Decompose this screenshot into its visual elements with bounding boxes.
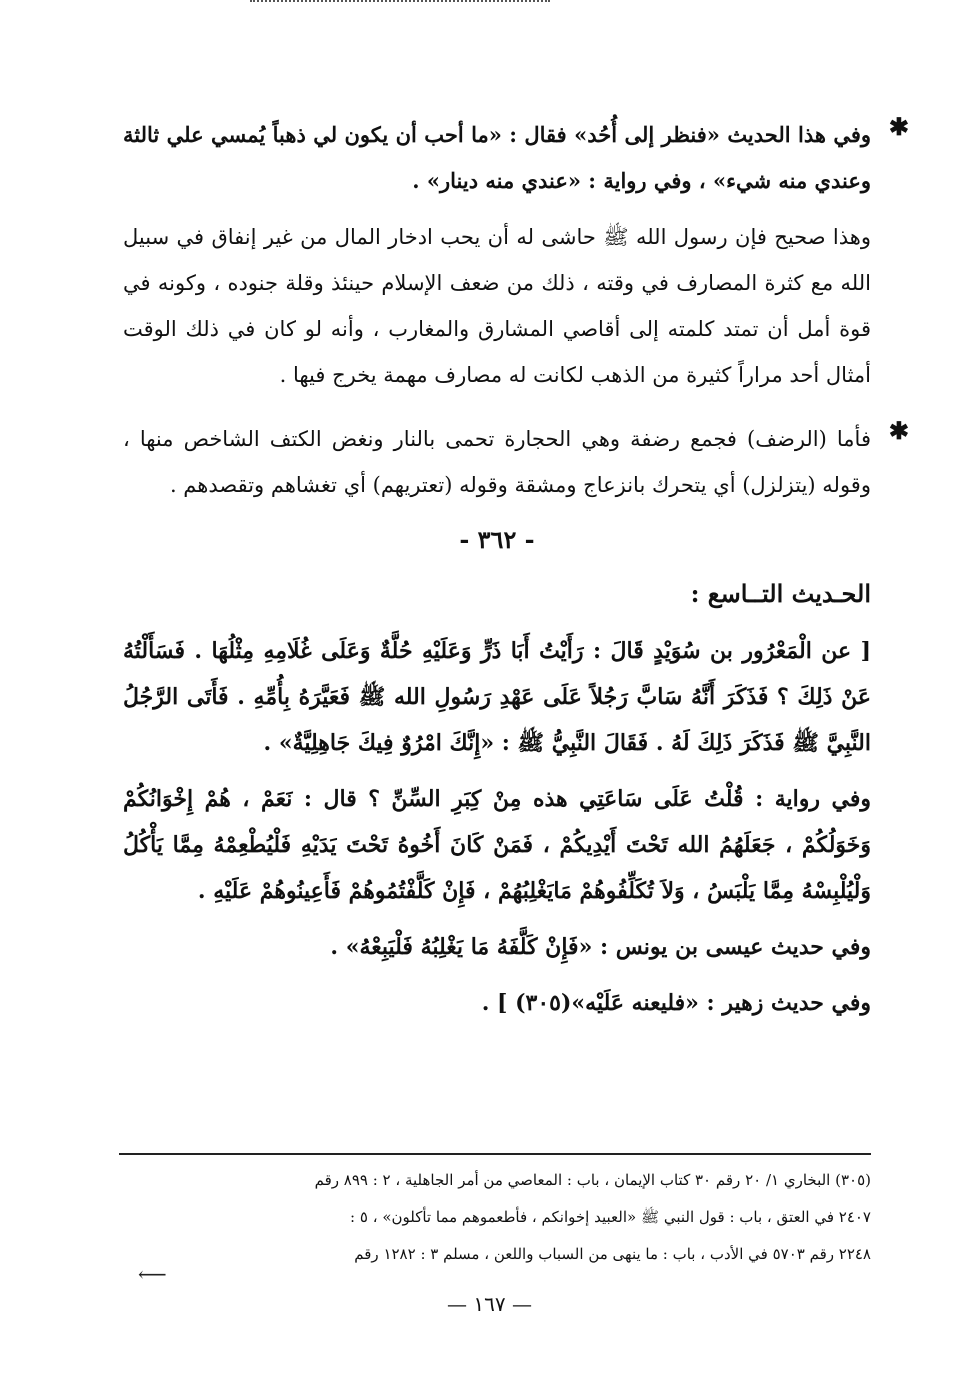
paragraph-definitions: فأما (الرضف) فجمع رضفة وهي الحجارة تحمى بالنار ونغض الكتف الشاخص منها ، وقوله (يتزلزل) أي يتحرك بانزعاج ومشقة وقوله (تعتريهم) أي تغشاهم وتقصدهم . — [123, 427, 871, 497]
bullet-paragraph-1 — [123, 112, 909, 204]
hadith-number: - ٣٦٢ - — [459, 525, 535, 554]
footnote-line-3: ٢٢٤٨ رقم ٥٧٠٣ في الأدب ، باب : ما ينهى من السباب واللعن ، مسلم ٣ : ١٢٨٢ رقم — [354, 1245, 871, 1263]
section-heading: الحـديث التــاسع : — [690, 579, 871, 608]
hadith-variant-zuhair: وفي حديث زهير : «فليعنه عَلَيْه»(٣٠٥) ] . — [481, 990, 871, 1016]
hadith-variant-narration: وفي رواية : قُلْتُ عَلَى سَاعَتِي هذه مِنْ كِبَرِ السِّنِّ ؟ قال : نَعَمْ ، هُمْ إِخْوَانُكُمْ وَخَوَلُكُمْ ، جَعَلَهُمُ الله تَحْتَ أَيْدِيكُمْ ، فَمَنْ كَانَ أَخُوهُ تَحْتَ يَدَيْهِ فَلْيُطْعِمْهُ مِمَّا يَأْكُلُ وَلْيُلْبِسْهُ مِمَّا يَلْبَسُ ، وَلاَ تُكَلِّفُوهُمْ مَايَغْلِبُهُمْ ، فَإِنْ كَلَّفْتُمُوهُمْ فَأَعِينُوهُمْ عَلَيْهِ . — [123, 786, 871, 904]
paragraph-explanation: وهذا صحيح فإن رسول الله ﷺ حاشى له أن يحب ادخار المال من غير إنفاق في سبيل الله مع كثرة المصارف في وقته ، ذلك من ضعف الإسلام حينئذ وقلة جنوده ، وكونه في قوة أمل أن تمتد كلمته إلى أقاصي المشارق والمغارب ، وأنه لو كان في ذلك الوقت أمثال أحد مراراً كثيرة من الذهب لكانت له مصارف مهمة يخرج فيها . — [123, 225, 871, 387]
bullet-paragraph-2 — [123, 416, 909, 508]
main-content — [123, 112, 909, 1026]
paragraph-hadith-remark: وفي هذا الحديث «فنظر إلى أُحُد» فقال : «ما أحب أن يكون لي ذهباً يُمسي علي ثالثة وعندي منه شيء» ، وفي رواية : «عندي منه دينار» . — [123, 122, 871, 193]
asterisk-bullet-icon: ✱ — [888, 112, 909, 141]
footnote-line-2: ٢٤٠٧ في العتق ، باب : قول النبي ﷺ «العبيد إخوانكم ، فأطعموهم مما تأكلون» ، ٥ : — [350, 1208, 871, 1226]
hadith-text: [ عن الْمَعْرُور بن سُوَيْدٍ قَالَ : رَأَيْتُ أَبَا ذَرٍّ وَعَلَيْهِ حُلَّةٌ وَعَلَى غُلَامِهِ مِثْلُهَا . فَسَأَلْتُهُ عَنْ ذَلِكَ ؟ فَذَكَرَ أَنَّهُ سَابَّ رَجُلاً عَلَى عَهْدِ رَسُولِ الله ﷺ فَعَيَّرَهُ بِأُمِّهِ . فَأَتَى الرَّجُلُ النَّبِيَّ ﷺ فَذَكَرَ ذَلِكَ لَهُ . فَقَالَ النَّبِيُّ ﷺ : «إِنَّكَ امْرُوٌ فِيكَ جَاهِلِيَّةٌ» . — [123, 638, 871, 756]
top-scan-dots — [250, 0, 550, 12]
page-number: — ١٦٧ — — [447, 1292, 532, 1316]
continuation-arrow-icon: ⟵ — [138, 1262, 167, 1286]
asterisk-bullet-icon: ✱ — [888, 416, 909, 445]
hadith-variant-isa: وفي حديث عيسى بن يونس : «فَإِنْ كَلَّفَهُ مَا يَغْلِبُهُ فَلْيَبِعْهُ» . — [330, 934, 871, 960]
footnotes — [119, 1162, 871, 1273]
footnote-divider — [119, 1153, 871, 1155]
footnote-line-1: (٣٠٥) البخاري ١/ ٢٠ رقم ٣٠ كتاب الإيمان ، باب : المعاصي من أمر الجاهلية ، ٢ : ٨٩٩ رقم — [314, 1171, 871, 1189]
